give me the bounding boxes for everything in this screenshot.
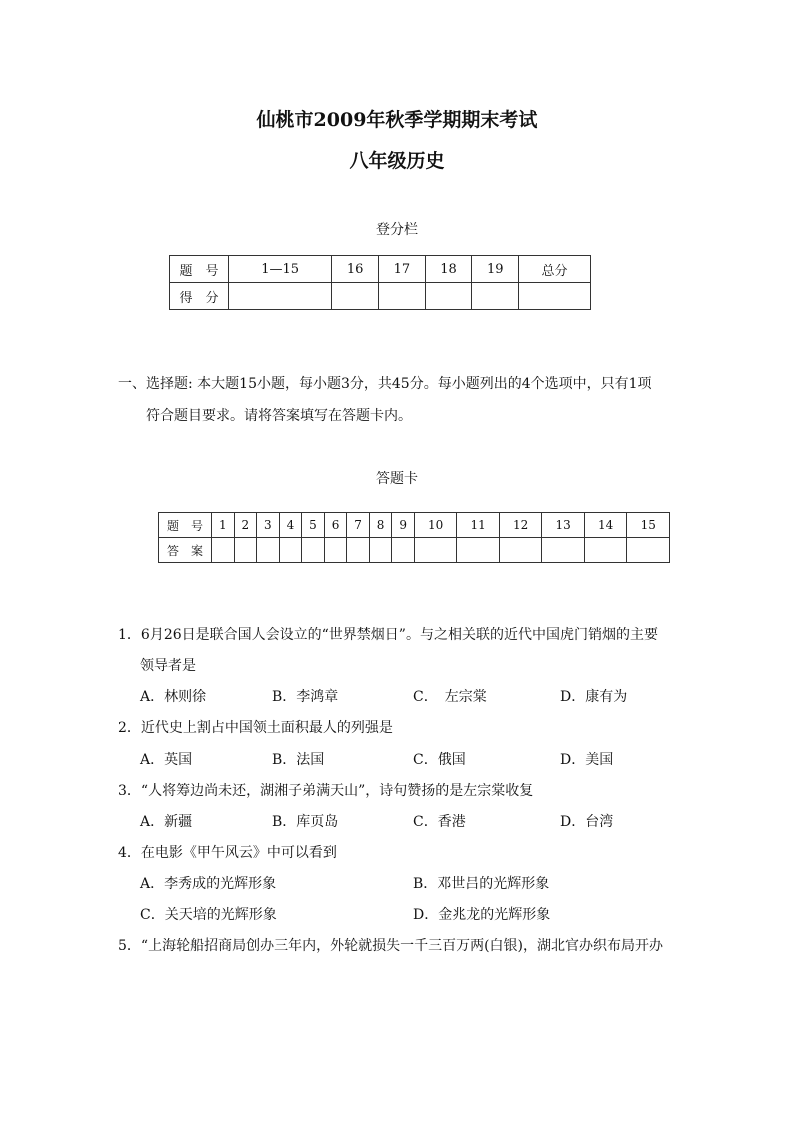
answer-cell[interactable]	[257, 538, 280, 563]
answer-number: 2	[234, 513, 257, 538]
answer-card-table	[158, 512, 670, 563]
question-3-option-b[interactable]: B．库页岛	[272, 814, 339, 830]
answer-number: 10	[414, 513, 457, 538]
answer-cell[interactable]	[542, 538, 585, 563]
question-3-option-d[interactable]: D．台湾	[560, 814, 614, 830]
answer-number: 4	[279, 513, 302, 538]
answer-cell[interactable]	[234, 538, 257, 563]
answer-cell[interactable]	[627, 538, 670, 563]
answer-number: 12	[499, 513, 542, 538]
question-1-option-c[interactable]: C． 左宗棠	[413, 689, 487, 705]
answer-number: 15	[627, 513, 670, 538]
answer-cell[interactable]	[457, 538, 500, 563]
score-cell[interactable]	[519, 283, 591, 310]
score-cell[interactable]	[332, 283, 379, 310]
answer-number: 9	[392, 513, 415, 538]
answer-card-caption: 答题卡	[376, 471, 418, 487]
section-instructions-line2: 符合题目要求。请将答案填写在答题卡内。	[146, 408, 412, 424]
answer-value-row	[159, 538, 670, 563]
score-cell[interactable]	[229, 283, 332, 310]
answer-cell[interactable]	[324, 538, 347, 563]
question-1-option-d[interactable]: D．康有为	[560, 689, 628, 705]
score-col-header: 总分	[519, 256, 591, 283]
score-row-label: 得 分	[170, 283, 229, 310]
question-3-option-c[interactable]: C．香港	[413, 814, 466, 830]
answer-cell[interactable]	[369, 538, 392, 563]
exam-title: 仙桃市2009年秋季学期期末考试	[256, 109, 538, 131]
score-header-row	[170, 256, 591, 283]
answer-number-row	[159, 513, 670, 538]
score-cell[interactable]	[379, 283, 426, 310]
score-row-label: 题 号	[170, 256, 229, 283]
question-1-text: 1．6月26日是联合国人会设立的“世界禁烟日”。与之相关联的近代中国虎门销烟的主要	[118, 627, 658, 643]
answer-row-label: 答 案	[159, 538, 212, 563]
question-2-option-c[interactable]: C．俄国	[413, 752, 466, 768]
answer-cell[interactable]	[347, 538, 370, 563]
question-3-text: 3．“人将筹边尚未还，湖湘子弟满天山”，诗句赞扬的是左宗棠收复	[118, 783, 534, 799]
score-cell[interactable]	[472, 283, 519, 310]
section-instructions-line1: 一、选择题: 本大题15小题，每小题3分，共45分。每小题列出的4个选项中，只有1项	[118, 376, 652, 392]
score-table-caption: 登分栏	[376, 222, 418, 238]
answer-cell[interactable]	[302, 538, 325, 563]
answer-number: 1	[212, 513, 235, 538]
question-1-option-a[interactable]: A．林则徐	[140, 689, 207, 705]
question-4-text: 4．在电影《甲午风云》中可以看到	[118, 845, 337, 861]
question-2-option-a[interactable]: A．英国	[140, 752, 193, 768]
answer-number: 3	[257, 513, 280, 538]
answer-number: 13	[542, 513, 585, 538]
answer-cell[interactable]	[212, 538, 235, 563]
answer-cell[interactable]	[392, 538, 415, 563]
score-col-header: 19	[472, 256, 519, 283]
question-3-option-a[interactable]: A．新疆	[140, 814, 193, 830]
question-5-text: 5．“上海轮船招商局创办三年内，外轮就损失一千三百万两(白银)，湖北官办织布局开办	[118, 938, 663, 954]
question-4-option-c[interactable]: C．关天培的光辉形象	[140, 907, 277, 923]
question-2-option-d[interactable]: D．美国	[560, 752, 614, 768]
score-cell[interactable]	[425, 283, 472, 310]
exam-subtitle: 八年级历史	[349, 150, 445, 172]
score-col-header: 16	[332, 256, 379, 283]
score-table	[169, 255, 591, 310]
question-4-option-b[interactable]: B．邓世吕的光辉形象	[413, 876, 550, 892]
answer-cell[interactable]	[279, 538, 302, 563]
answer-number: 8	[369, 513, 392, 538]
question-1-text-cont: 领导者是	[140, 658, 196, 674]
answer-row-label: 题 号	[159, 513, 212, 538]
score-value-row	[170, 283, 591, 310]
answer-number: 14	[584, 513, 627, 538]
answer-number: 5	[302, 513, 325, 538]
answer-number: 7	[347, 513, 370, 538]
score-col-header: 17	[379, 256, 426, 283]
answer-cell[interactable]	[584, 538, 627, 563]
question-2-text: 2．近代史上割占中国领土面积最人的列强是	[118, 720, 393, 736]
score-col-header: 18	[425, 256, 472, 283]
question-2-option-b[interactable]: B．法国	[272, 752, 325, 768]
answer-cell[interactable]	[414, 538, 457, 563]
answer-number: 6	[324, 513, 347, 538]
question-4-option-d[interactable]: D．金兆龙的光辉形象	[413, 907, 551, 923]
question-1-option-b[interactable]: B．李鸿章	[272, 689, 339, 705]
question-4-option-a[interactable]: A．李秀成的光辉形象	[140, 876, 277, 892]
answer-number: 11	[457, 513, 500, 538]
score-col-header: 1—15	[229, 256, 332, 283]
answer-cell[interactable]	[499, 538, 542, 563]
